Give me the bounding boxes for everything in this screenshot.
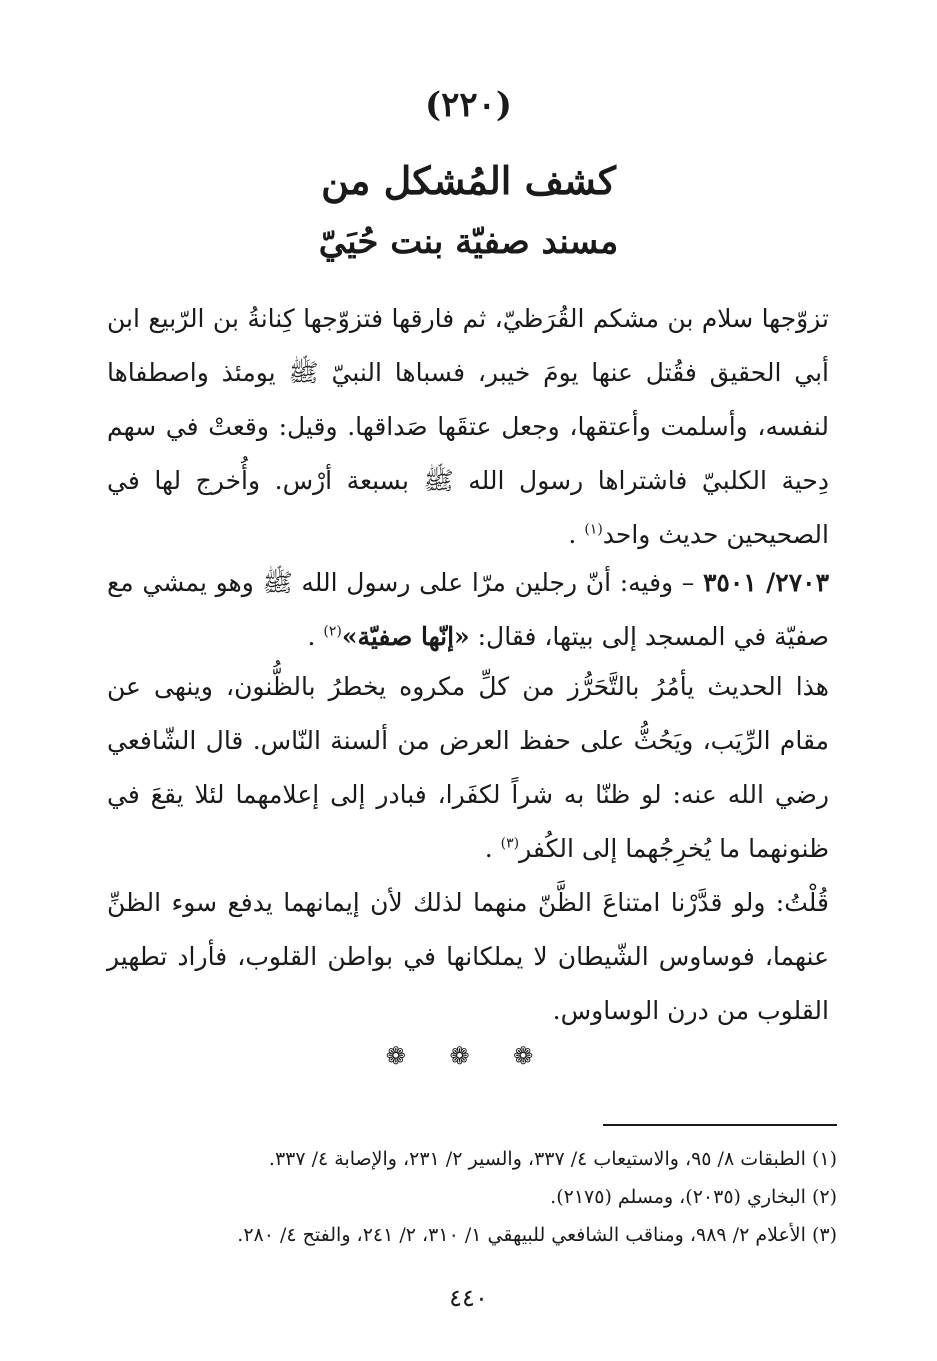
footnote-marker-1: (١) (584, 521, 603, 538)
footnotes (97, 1140, 837, 1254)
commentary-end: . (484, 834, 501, 863)
footnote-separator (603, 1124, 837, 1126)
author-note-text: قُلْتُ: ولو قدَّرْنا امتناعَ الظَّنّ منهما لذلك لأن إيمانهما يدفع سوء الظنِّ عنهما، فوساوس الشّيطان لا يملكانها في بواطن القلوب، فأراد تطهير القلوب من درن الوساوس. (107, 888, 829, 1025)
footnote-1: (١) الطبقات ٨/ ٩٥، والاستيعاب ٤/ ٣٣٧، والسير ٢/ ٢٣١، والإصابة ٤/ ٣٣٧. (268, 1148, 837, 1170)
footnote-2: (٢) البخاري (٢٠٣٥)، ومسلم (٢١٧٥). (550, 1186, 837, 1208)
hadith-end: . (307, 622, 324, 651)
chapter-number: (٢٢٠) (425, 85, 512, 125)
footnote-marker-3: (٣) (500, 835, 520, 852)
biography-text: تزوّجها سلام بن مشكم القُرَظيّ، ثم فارقها فتزوّجها كِنانةُ بن الرّبيع ابن أبي الحقيق فقُتل عنها يومَ خيبر، فسباها النبيّ ﷺ يومئذ واصطفاها لنفسه، وأسلمت وأعتقها، وجعل عتقَها صَداقها. وقيل: وقعتْ في سهم دِحية الكلبيّ فاشتراها رسول الله ﷺ بسبعة أرْس. وأُخرج لها في الصحيحين حديث واحد (107, 304, 829, 549)
biography-end: . (568, 520, 585, 549)
page-number: ٤٤٠ (449, 1284, 488, 1312)
commentary-paragraph (107, 660, 829, 876)
hadith-quote: «إنّها صفيّة» (341, 622, 470, 651)
footnote-marker-2: (٢) (323, 623, 342, 640)
commentary-text: هذا الحديث يأمُرُ بالتَّحَرُّز من كلِّ مكروه يخطرُ بالظُّنون، وينهى عن مقام الرِّيَب، ويَحُثُّ على حفظ العرض من ألسنة النّاس. قال الشّافعي رضي الله عنه: لو ظنّا به شراً لكفَرا، فبادر إلى إعلامهما لئلا يقعَ في ظنونهما ما يُخرِجُهما إلى الكُفر (107, 672, 829, 863)
hadith-paragraph (107, 556, 829, 664)
footnote-3: (٣) الأعلام ٢/ ٩٨٩، ومناقب الشافعي للبيهقي ١/ ٣١٠، ٢/ ٢٤١، والفتح ٤/ ٢٨٠. (237, 1224, 837, 1246)
chapter-title: كشف المُشكل من (321, 158, 616, 203)
section-divider-ornaments: ❁ ❁ ❁ (385, 1042, 552, 1070)
hadith-text: – وفيه: أنّ رجلين مرّا على رسول الله ﷺ وهو يمشي مع صفيّة في المسجد إلى بيتها، فقال: (107, 568, 829, 651)
biography-paragraph (107, 292, 829, 562)
chapter-subtitle: مسند صفيّة بنت حُيَيّ (318, 222, 619, 262)
author-note-paragraph (107, 876, 829, 1038)
hadith-number: ٢٧٠٣/ ٣٥٠١ (702, 568, 829, 597)
